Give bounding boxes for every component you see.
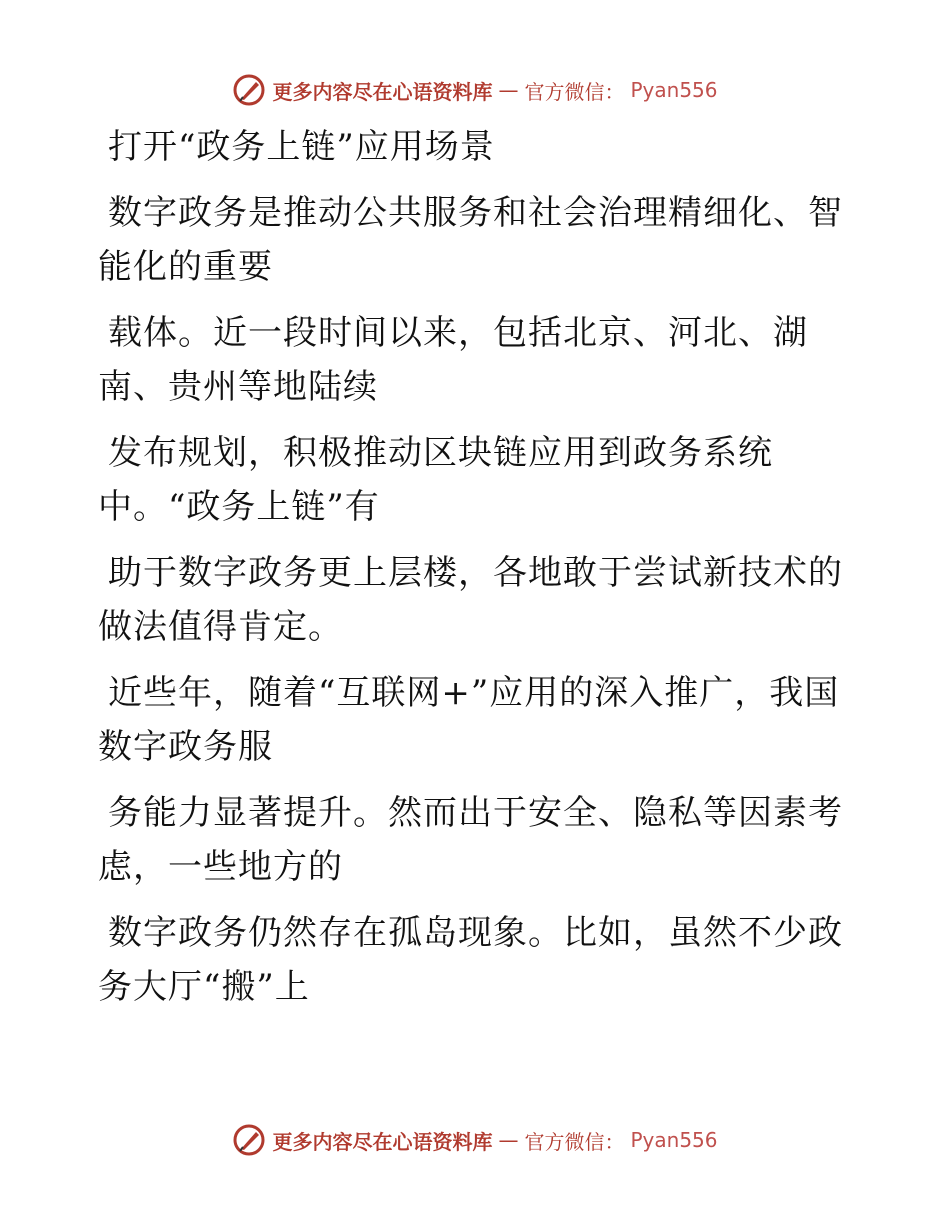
paragraph-line: 务能力显著提升。然而出于安全、隐私等因素考: [108, 793, 843, 833]
paragraph-line: 虑，一些地方的: [98, 847, 343, 887]
paragraph-line: 务大厅“搬”上: [98, 967, 310, 1007]
header-watermark: [0, 70, 950, 110]
paragraph-line: 数字政务服: [98, 727, 273, 767]
paragraph-line: 中。“政务上链”有: [98, 487, 380, 527]
watermark-text: 更多内容尽在心语资料库: [272, 79, 493, 104]
paragraph-line: 打开“政务上链”应用场景: [108, 127, 495, 167]
paragraph: [98, 786, 858, 894]
watermark-separator: —: [498, 78, 519, 102]
paragraph-line: 助于数字政务更上层楼，各地敢于尝试新技术的: [108, 553, 843, 593]
paragraph-line: 载体。近一段时间以来，包括北京、河北、湖: [108, 313, 808, 353]
paragraph-line: 数字政务仍然存在孤岛现象。比如，虽然不少政: [108, 913, 843, 953]
paragraph: [98, 306, 858, 414]
document-body: [98, 120, 858, 1026]
footer-watermark: [0, 1120, 950, 1160]
paragraph-line: 南、贵州等地陆续: [98, 367, 378, 407]
paragraph: [98, 186, 858, 294]
paragraph-line: 能化的重要: [98, 247, 273, 287]
paragraph-line: 数字政务是推动公共服务和社会治理精细化、智: [108, 193, 843, 233]
paragraph: [98, 546, 858, 654]
watermark-text: 更多内容尽在心语资料库: [272, 1129, 493, 1154]
watermark-id: Pyan556: [630, 78, 718, 102]
quill-pen-icon: [232, 1123, 266, 1157]
paragraph: [98, 906, 858, 1014]
paragraph-line: 做法值得肯定。: [98, 607, 343, 647]
quill-pen-icon: [232, 73, 266, 107]
watermark-id: Pyan556: [630, 1128, 718, 1152]
watermark-separator: —: [498, 1128, 519, 1152]
paragraph-line: 近些年，随着“互联网+”应用的深入推广，我国: [108, 673, 840, 713]
watermark-label: 官方微信：: [524, 79, 625, 104]
paragraph: [98, 426, 858, 534]
paragraph: [98, 666, 858, 774]
paragraph-heading: [98, 120, 858, 174]
paragraph-line: 发布规划，积极推动区块链应用到政务系统: [108, 433, 773, 473]
watermark-label: 官方微信：: [524, 1129, 625, 1154]
